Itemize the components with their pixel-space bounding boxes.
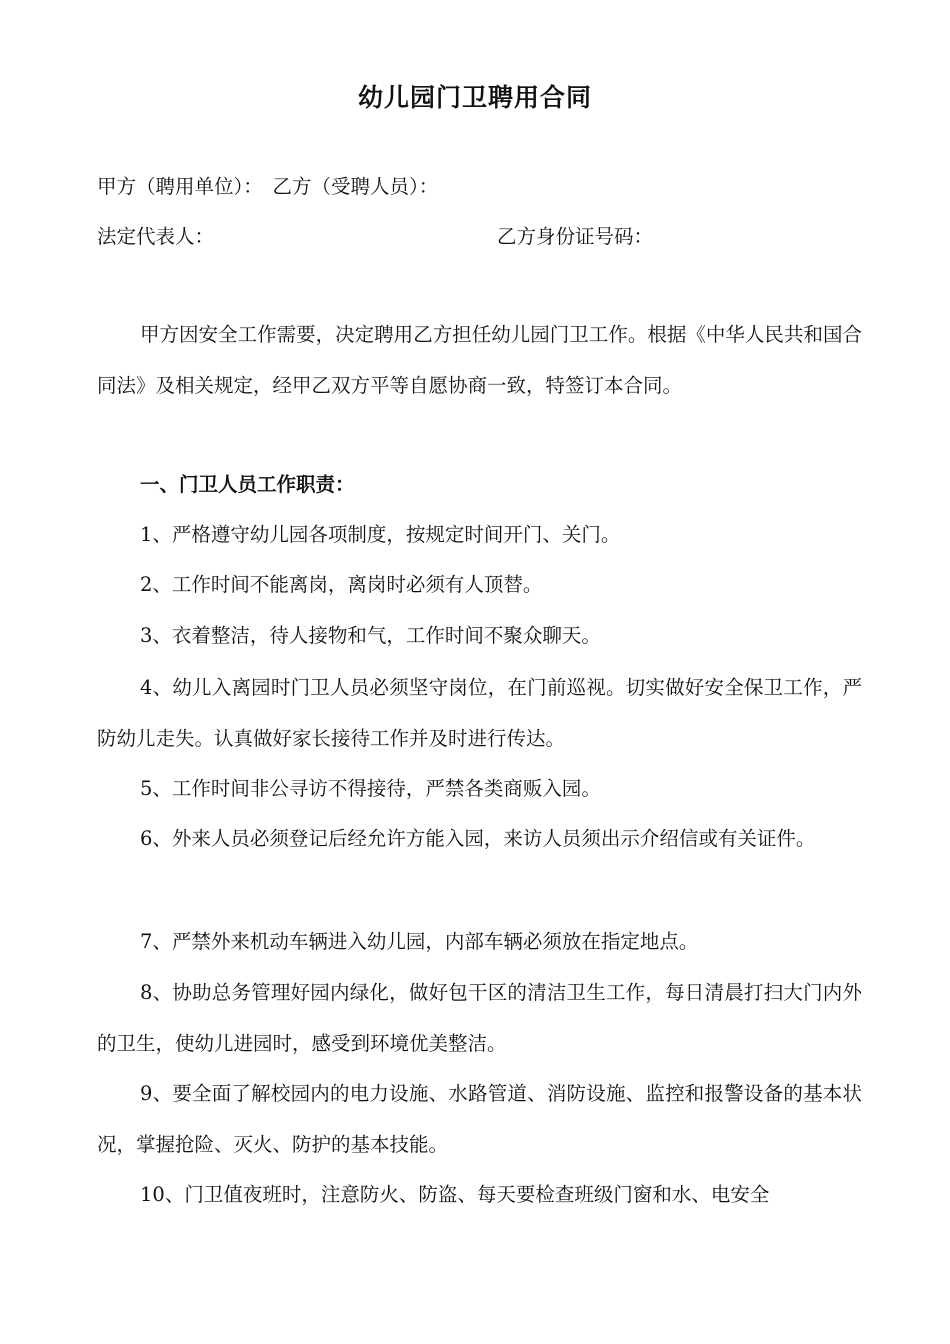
section-1-heading: 一、门卫人员工作职责： [140,473,355,496]
duty-item-8: 8、协助总务管理好园内绿化，做好包干区的清洁卫生工作，每日清晨打扫大门内外的卫生，使幼儿进园时，感受到环境优美整洁。 [97,981,862,1055]
legal-representative-label: 法定代表人： [97,225,215,248]
duty-item-10: 10、门卫值夜班时，注意防火、防盗、每天要检查班级门窗和水、电安全 [140,1183,770,1206]
party-a-b-line: 甲方（聘用单位）： 乙方（受聘人员）： [97,175,439,198]
intro-paragraph: 甲方因安全工作需要，决定聘用乙方担任幼儿园门卫工作。根据《中华人民共和国合同法》及相关规定，经甲乙双方平等自愿协商一致，特签订本合同。 [97,323,862,397]
document-title: 幼儿园门卫聘用合同 [357,83,592,112]
duty-item-5: 5、工作时间非公寻访不得接待，严禁各类商贩入园。 [140,777,601,800]
duty-item-4: 4、幼儿入离园时门卫人员必须坚守岗位，在门前巡视。切实做好安全保卫工作，严防幼儿走失。认真做好家长接待工作并及时进行传达。 [97,676,862,750]
duty-item-7: 7、严禁外来机动车辆进入幼儿园，内部车辆必须放在指定地点。 [140,930,699,953]
duty-item-6: 6、外来人员必须登记后经允许方能入园，来访人员须出示介绍信或有关证件。 [140,827,816,850]
duty-item-1: 1、严格遵守幼儿园各项制度，按规定时间开门、关门。 [140,523,621,546]
duty-item-9: 9、要全面了解校园内的电力设施、水路管道、消防设施、监控和报警设备的基本状况，掌握抢险、灭火、防护的基本技能。 [97,1082,862,1156]
duty-item-2: 2、工作时间不能离岗，离岗时必须有人顶替。 [140,573,543,596]
duty-item-3: 3、衣着整洁，待人接物和气，工作时间不聚众聊天。 [140,624,601,647]
party-b-id-number-label: 乙方身份证号码： [497,225,654,248]
